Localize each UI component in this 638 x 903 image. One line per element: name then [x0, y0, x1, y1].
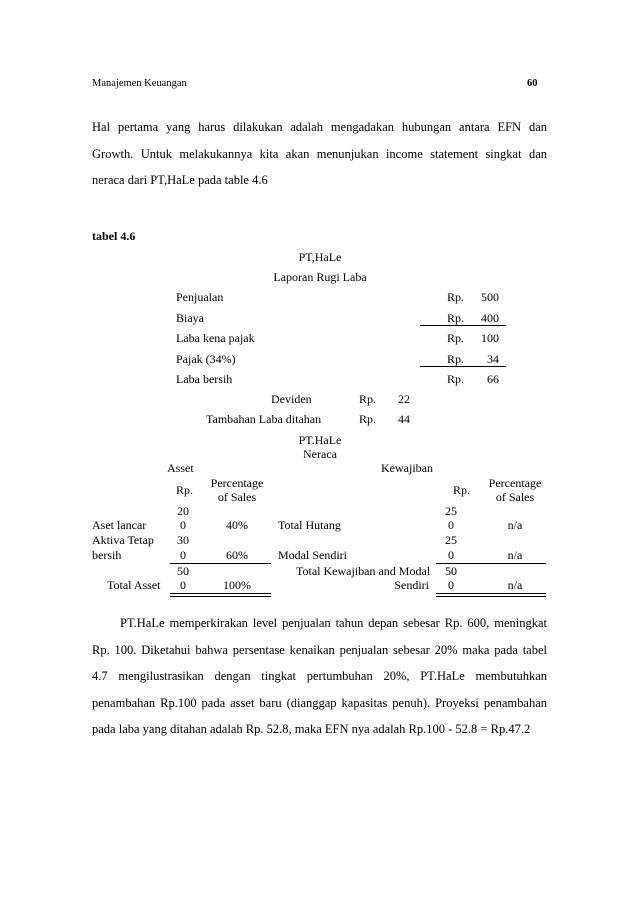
income-row-cur: Rp. — [447, 372, 465, 386]
total-rule — [170, 593, 271, 594]
liab-value: 50 — [445, 564, 457, 578]
income-row-cur: Rp. — [447, 352, 465, 366]
asset-pct: 60% — [226, 548, 248, 562]
asset-value: 0 — [180, 548, 186, 562]
income-row-label: Biaya — [176, 311, 204, 325]
asset-pct-header-1: Percentage — [210, 476, 264, 490]
body-line: Rp. 100. Diketahui bahwa persentase kenaikan penjualan sebesar 20% maka pada tabel — [92, 642, 547, 657]
liab-value: 0 — [448, 518, 454, 532]
asset-label: Aset lancar — [92, 518, 147, 532]
income-row-cur: Rp. — [447, 331, 465, 345]
body-paragraph — [92, 610, 547, 743]
retained-label: Tambahan Laba ditahan — [206, 412, 322, 426]
asset-header: Asset — [167, 461, 194, 475]
liab-label: Modal Sendiri — [278, 548, 347, 562]
income-row-cur: Rp. — [447, 290, 465, 304]
liab-pct-header-2: of Sales — [495, 490, 535, 504]
table-label: tabel 4.6 — [92, 229, 136, 243]
asset-pct-header-2: of Sales — [217, 490, 257, 504]
body-line: pada laba yang ditahan adalah Rp. 52.8, maka EFN nya adalah Rp.100 - 52.8 = Rp.47.2 — [92, 722, 531, 736]
asset-pct: 40% — [226, 518, 248, 532]
asset-pct: 100% — [223, 578, 251, 592]
income-row-value: 66 — [487, 372, 499, 386]
asset-label: Total Asset — [107, 578, 161, 592]
income-row-label: Pajak (34%) — [176, 352, 236, 366]
body-line: penambahan Rp.100 pada asset baru (dianggap kapasitas penuh). Proyeksi penambahan — [92, 695, 547, 710]
asset-label: Aktiva Tetap — [92, 533, 154, 547]
body-line: PT.HaLe memperkirakan level penjualan tahun depan sebesar Rp. 600, meningkat — [120, 616, 547, 630]
liab-label: Total Kewajiban and Modal — [296, 564, 431, 578]
liab-pct: n/a — [507, 548, 523, 562]
liab-rp-header: Rp. — [453, 483, 471, 497]
asset-value: 20 — [177, 504, 189, 518]
total-rule — [436, 593, 546, 594]
subtotal-rule — [420, 366, 506, 367]
balance-title: Neraca — [303, 447, 337, 461]
retained-cur: Rp. — [359, 412, 377, 426]
intro-line: Growth. Untuk melakukannya kita akan menunjukan income statement singkat dan — [92, 146, 547, 161]
asset-value: 30 — [177, 533, 189, 547]
body-line: 4.7 mengilustrasikan dengan tingkat pertumbuhan 20%, PT.HaLe membutuhkan — [92, 669, 547, 683]
income-row-cur: Rp. — [447, 311, 465, 325]
deviden-label: Deviden — [271, 392, 312, 406]
running-header: Manajemen Keuangan — [92, 78, 187, 89]
income-row-value: 34 — [487, 352, 499, 366]
deviden-cur: Rp. — [359, 392, 377, 406]
liab-pct: n/a — [507, 578, 523, 592]
income-row-value: 500 — [481, 290, 499, 304]
intro-line: neraca dari PT,HaLe pada table 4.6 — [92, 173, 268, 187]
liab-value: 25 — [445, 504, 457, 518]
liab-label: Total Hutang — [278, 518, 341, 532]
income-row-value: 100 — [481, 331, 499, 345]
income-row-label: Laba kena pajak — [176, 331, 255, 345]
asset-value: 0 — [180, 518, 186, 532]
income-company: PT,HaLe — [298, 250, 342, 264]
asset-value: 0 — [180, 578, 186, 592]
retained-value: 44 — [398, 412, 410, 426]
income-row-label: Penjualan — [176, 290, 224, 304]
income-row-value: 400 — [481, 311, 499, 325]
liab-pct-header-1: Percentage — [488, 476, 542, 490]
deviden-value: 22 — [398, 392, 410, 406]
asset-value: 50 — [177, 564, 189, 578]
balance-company: PT.HaLe — [298, 433, 342, 447]
income-title: Laporan Rugi Laba — [273, 270, 367, 284]
page-number: 60 — [527, 78, 538, 89]
intro-paragraph — [92, 114, 547, 194]
total-rule — [436, 596, 546, 597]
liab-pct: n/a — [507, 518, 523, 532]
liab-value: 0 — [448, 548, 454, 562]
intro-line: Hal pertama yang harus dilakukan adalah mengadakan hubungan antara EFN dan — [92, 120, 547, 134]
liab-label: Sendiri — [394, 578, 429, 592]
subtotal-rule — [420, 325, 506, 326]
liability-header: Kewajiban — [381, 461, 433, 475]
liab-value: 25 — [445, 533, 457, 547]
liab-value: 0 — [448, 578, 454, 592]
asset-rp-header: Rp. — [176, 483, 194, 497]
total-rule — [170, 596, 271, 597]
income-row-label: Laba bersih — [176, 372, 233, 386]
asset-label: bersih — [92, 548, 122, 562]
